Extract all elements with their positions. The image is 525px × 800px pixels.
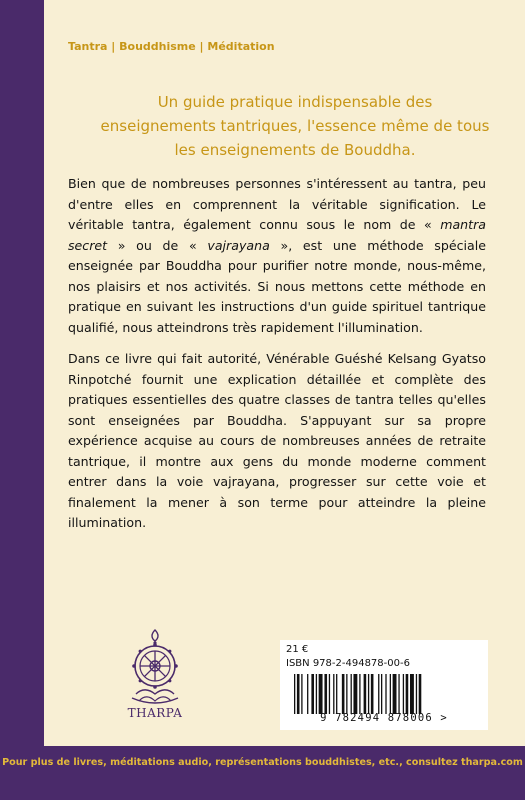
tagline: Un guide pratique indispensable des enseignements tantriques, l'essence même de tous les enseignements de Bouddha. — [100, 93, 490, 159]
footer-website-note: Pour plus de livres, méditations audio, représentations bouddhistes, etc., consultez tharpa.com — [2, 757, 523, 768]
paragraph-1-part-2: » ou de « — [107, 237, 208, 253]
description-paragraph-1 — [68, 174, 486, 338]
description-paragraph-2: Dans ce livre qui fait autorité, Vénérable Guéshé Kelsang Gyatso Rinpotché fournit une explication détaillée et complète des pratiques essentielles des quatre classes de tantra telles qu'elles sont enseignées par Bouddha. S'appuyant sur sa propre expérience acquise au cours de nombreuses années de retraite tantrique, il montre aux gens du monde moderne comment entrer dans la voie vajrayana, progresser sur cette voie et finalement la mener à son terme pour atteindre la pleine illumination. — [68, 351, 486, 530]
paragraph-1-part-3: », est une méthode spéciale enseignée par Bouddha pour purifier notre monde, nous-même, nos plaisirs et nos activités. Si nous mettons cette méthode en pratique en suivant les instructions d'un guide spirituel tantrique qualifié, nous atteindrons très rapidement l'illumination. — [68, 237, 486, 335]
barcode — [294, 674, 470, 714]
barcode-digits: 9 782494 878006 > — [320, 712, 448, 724]
publisher-name: THARPA — [127, 706, 183, 720]
price-label: 21 € — [286, 644, 309, 655]
mantra-secret-term: mantra secret — [68, 217, 486, 253]
isbn-label: ISBN 978-2-494878-00-6 — [286, 658, 410, 669]
vajrayana-term: vajrayana — [207, 237, 270, 253]
paragraph-1-part-1: Bien que de nombreuses personnes s'intéressent au tantra, peu d'entre elles en comprennent la véritable signification. Le véritable tantra, également connu sous le nom de « — [68, 176, 486, 232]
category-line: Tantra | Bouddhisme | Méditation — [68, 40, 275, 53]
barcode-block — [280, 640, 488, 730]
